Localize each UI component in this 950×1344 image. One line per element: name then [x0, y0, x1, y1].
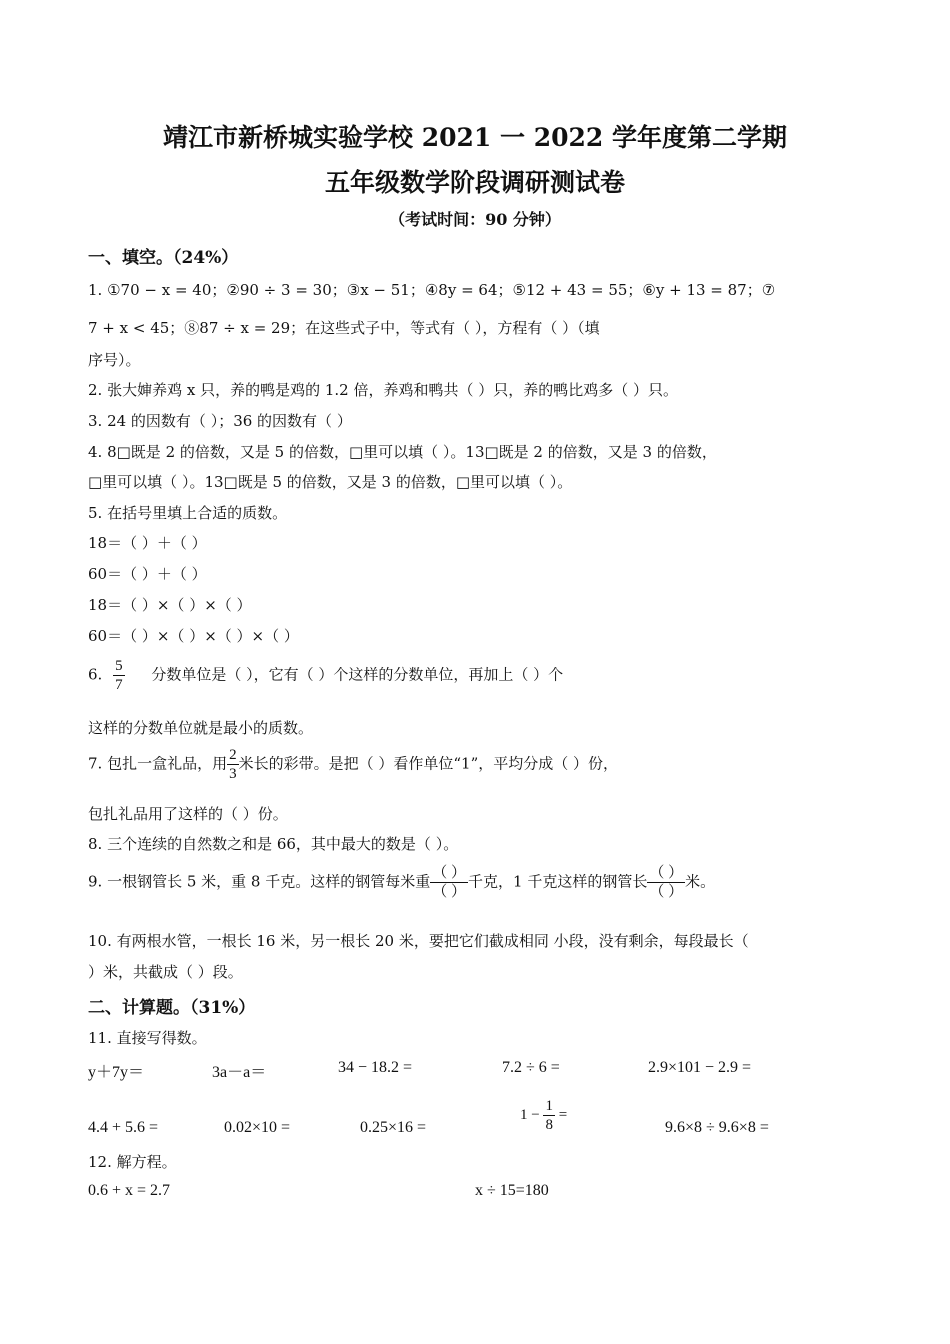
q5-intro: 5. 在括号里填上合适的质数。 [88, 504, 288, 522]
q6-number: 6. [88, 665, 103, 684]
q1-line1: 1. ①70 − x = 40；②90 ÷ 3 = 30；③x − 51；④8y = 64；⑤12 + 43 = 55；⑥y + 13 = 87；⑦ [88, 281, 776, 299]
q5-row: 18＝（ ）＋（ ） [88, 534, 207, 552]
q1-line2: 7 + x < 45；⑧87 ÷ x = 29；在这些式子中，等式有（ ），方程有（ ）（填 [88, 319, 600, 337]
q9-blank-denominator: （ ） [649, 884, 684, 900]
q2: 2. 张大婶养鸡 x 只，养的鸭是鸡的 1.2 倍，养鸡和鸭共（ ）只，养的鸭比鸡多（ ）只。 [88, 381, 679, 399]
q9-blank-numerator: （ ） [432, 865, 467, 881]
calc-equals: = [558, 1106, 568, 1123]
q10-line1: 10. 有两根水管，一根长 16 米，另一根长 20 米，要把它们截成相同 小段，没有剩余，每段最长（ [88, 932, 749, 950]
q9-line [88, 864, 715, 901]
q7-post: 米长的彩带。是把（ ）看作单位“1”，平均分成（ ）份， [238, 754, 619, 773]
q5-row: 18＝（ ）×（ ）×（ ） [88, 596, 252, 614]
q8: 8. 三个连续的自然数之和是 66，其中最大的数是（ ）。 [88, 835, 459, 853]
q9-mid: 千克，1 千克这样的钢管长 [468, 872, 648, 891]
exam-subtitle: 五年级数学阶段调研测试卷 [324, 168, 625, 197]
q9-pre: 9. 一根钢管长 5 米，重 8 千克。这样的钢管每米重 [88, 872, 431, 891]
q5-row: 60＝（ ）＋（ ） [88, 565, 207, 583]
q5-row: 60＝（ ）×（ ）×（ ）×（ ） [88, 627, 299, 645]
q9-blank-numerator: （ ） [649, 865, 684, 881]
calc-minuend: 1 − [520, 1106, 540, 1123]
q6-frac-numerator: 5 [115, 658, 123, 674]
calc-item: 3a－a＝ [212, 1064, 267, 1081]
calc-item: y＋7y＝ [88, 1064, 145, 1081]
q4-line2: □里可以填（ ）。13□既是 5 的倍数，又是 3 的倍数，□里可以填（ ）。 [88, 473, 573, 491]
q6-text: 分数单位是（ ），它有（ ）个这样的分数单位，再加上（ ）个 [151, 665, 564, 684]
q11-intro: 11. 直接写得数。 [88, 1029, 207, 1047]
q6-line2: 这样的分数单位就是最小的质数。 [88, 719, 314, 737]
q7-fraction [227, 746, 239, 783]
q4-line1: 4. 8□既是 2 的倍数，又是 5 的倍数，□里可以填（ ）。13□既是 2 的倍数，又是 3 的倍数， [88, 443, 717, 461]
calc-frac-numerator: 1 [545, 1098, 553, 1114]
exam-title: 靖江市新桥城实验学校 2021 一 2022 学年度第二学期 [163, 123, 787, 152]
q7-line1 [88, 746, 618, 783]
section-2-heading: 二、计算题。（31%） [88, 998, 256, 1018]
q7-frac-numerator: 2 [229, 747, 237, 763]
equation-2: x ÷ 15=180 [475, 1182, 549, 1199]
calc-item-fraction [520, 1097, 567, 1134]
calc-fraction [543, 1097, 555, 1134]
q7-frac-denominator: 3 [229, 766, 237, 782]
calc-frac-denominator: 8 [545, 1117, 553, 1133]
q12-intro: 12. 解方程。 [88, 1153, 177, 1171]
q9-post: 米。 [685, 872, 716, 891]
q3: 3. 24 的因数有（ ）；36 的因数有（ ） [88, 412, 352, 430]
q6-line1 [88, 657, 563, 694]
q6-fraction [113, 657, 125, 694]
calc-item: 4.4 + 5.6 = [88, 1119, 159, 1136]
q9-blank-denominator: （ ） [432, 884, 467, 900]
q10-line2: ）米，共截成（ ）段。 [88, 963, 243, 981]
calc-item: 0.25×16 = [360, 1119, 427, 1136]
q7-pre: 7. 包扎一盒礼品，用 [88, 754, 228, 773]
exam-time: （考试时间：90 分钟） [389, 210, 561, 229]
q9-fraction-2 [647, 864, 685, 901]
calc-item: 2.9×101 − 2.9 = [648, 1059, 752, 1076]
q7-line2: 包扎礼品用了这样的（ ）份。 [88, 805, 288, 823]
calc-item: 0.02×10 = [224, 1119, 291, 1136]
q1-line3: 序号）。 [88, 351, 141, 369]
section-1-heading: 一、填空。（24%） [88, 248, 239, 268]
calc-item: 7.2 ÷ 6 = [502, 1059, 560, 1076]
q6-frac-denominator: 7 [115, 677, 123, 693]
equation-1: 0.6 + x = 2.7 [88, 1182, 171, 1199]
calc-item: 9.6×8 ÷ 9.6×8 = [665, 1119, 769, 1136]
q9-fraction-1 [430, 864, 468, 901]
calc-item: 34 − 18.2 = [338, 1059, 413, 1076]
